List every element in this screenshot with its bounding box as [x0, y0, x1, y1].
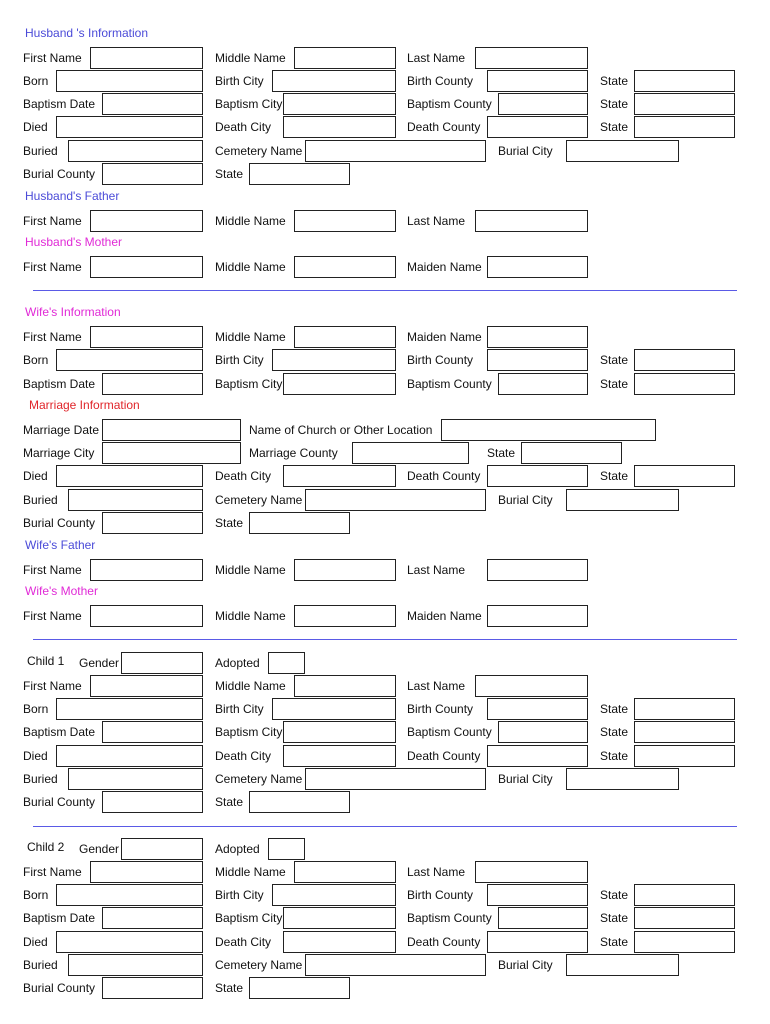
wife-baptism-city-field[interactable]	[283, 373, 396, 395]
separator-1	[33, 290, 737, 291]
child2-burial-city-field[interactable]	[566, 954, 679, 976]
child2-death-state-field[interactable]	[634, 931, 735, 953]
husband-father-last-name-field[interactable]	[475, 210, 588, 232]
label-state: State	[215, 981, 244, 995]
label-birth-city: Birth City	[215, 353, 264, 367]
label-first-name: First Name	[23, 609, 82, 623]
child1-died-field[interactable]	[56, 745, 203, 767]
wife-death-city-field[interactable]	[283, 465, 396, 487]
wife-baptism-date-field[interactable]	[102, 373, 203, 395]
husband-death-city-field[interactable]	[283, 116, 396, 138]
child2-death-city-field[interactable]	[283, 931, 396, 953]
label-death-county: Death County	[407, 469, 481, 483]
label-baptism-county: Baptism County	[407, 911, 492, 925]
husband-burial-state-field[interactable]	[249, 163, 350, 185]
husband-burial-city-field[interactable]	[566, 140, 679, 162]
label-death-county: Death County	[407, 120, 481, 134]
label-death-city: Death City	[215, 749, 272, 763]
label-last-name: Last Name	[407, 51, 466, 65]
wife-first-name-field[interactable]	[90, 326, 203, 348]
child2-last-name-field[interactable]	[475, 861, 588, 883]
label-first-name: First Name	[23, 214, 82, 228]
child2-baptism-date-field[interactable]	[102, 907, 203, 929]
child1-baptism-city-field[interactable]	[283, 721, 396, 743]
label-state: State	[600, 377, 629, 391]
husband-died-field[interactable]	[56, 116, 203, 138]
label-burial-county: Burial County	[23, 795, 96, 809]
husband-death-state-field[interactable]	[634, 116, 735, 138]
label-middle-name: Middle Name	[215, 609, 286, 623]
wife-birth-county-field[interactable]	[487, 349, 588, 371]
husband-mother-heading: Husband's Mother	[25, 235, 123, 249]
child2-baptism-city-field[interactable]	[283, 907, 396, 929]
label-first-name: First Name	[23, 260, 82, 274]
child2-baptism-county-field[interactable]	[498, 907, 588, 929]
label-middle-name: Middle Name	[215, 679, 286, 693]
label-adopted: Adopted	[215, 842, 260, 856]
wife-death-county-field[interactable]	[487, 465, 588, 487]
label-middle-name: Middle Name	[215, 214, 286, 228]
label-born: Born	[23, 353, 49, 367]
child1-gender-field[interactable]	[121, 652, 203, 674]
child1-middle-name-field[interactable]	[294, 675, 396, 697]
label-baptism-city: Baptism City	[215, 911, 283, 925]
label-died: Died	[23, 935, 48, 949]
label-baptism-city: Baptism City	[215, 97, 283, 111]
label-last-name: Last Name	[407, 865, 466, 879]
label-marriage-county: Marriage County	[249, 446, 338, 460]
husband-mother-first-name-field[interactable]	[90, 256, 203, 278]
label-birth-city: Birth City	[215, 888, 264, 902]
husband-death-county-field[interactable]	[487, 116, 588, 138]
child1-last-name-field[interactable]	[475, 675, 588, 697]
husband-baptism-date-field[interactable]	[102, 93, 203, 115]
husband-born-field[interactable]	[56, 70, 203, 92]
label-baptism-date: Baptism Date	[23, 911, 96, 925]
child2-burial-county-field[interactable]	[102, 977, 203, 999]
child1-death-city-field[interactable]	[283, 745, 396, 767]
husband-info-heading: Husband 's Information	[25, 26, 149, 40]
child1-baptism-date-field[interactable]	[102, 721, 203, 743]
husband-baptism-county-field[interactable]	[498, 93, 588, 115]
wife-death-state-field[interactable]	[634, 465, 735, 487]
child1-baptism-county-field[interactable]	[498, 721, 588, 743]
husband-birth-state-field[interactable]	[634, 70, 735, 92]
marriage-state-field[interactable]	[521, 442, 622, 464]
child1-born-field[interactable]	[56, 698, 203, 720]
wife-mother-middle-name-field[interactable]	[294, 605, 396, 627]
label-first-name: First Name	[23, 330, 82, 344]
label-middle-name: Middle Name	[215, 260, 286, 274]
label-death-city: Death City	[215, 120, 272, 134]
label-state: State	[600, 702, 629, 716]
label-state: State	[600, 353, 629, 367]
label-died: Died	[23, 749, 48, 763]
child2-baptism-state-field[interactable]	[634, 907, 735, 929]
wife-birth-state-field[interactable]	[634, 349, 735, 371]
child1-first-name-field[interactable]	[90, 675, 203, 697]
label-birth-city: Birth City	[215, 74, 264, 88]
wife-father-first-name-field[interactable]	[90, 559, 203, 581]
marriage-city-field[interactable]	[102, 442, 241, 464]
label-state: State	[487, 446, 516, 460]
label-marriage-city: Marriage City	[23, 446, 95, 460]
wife-info-heading: Wife's Information	[25, 305, 121, 319]
child2-first-name-field[interactable]	[90, 861, 203, 883]
label-state: State	[600, 469, 629, 483]
label-middle-name: Middle Name	[215, 865, 286, 879]
child1-cemetery-name-field[interactable]	[305, 768, 486, 790]
wife-born-field[interactable]	[56, 349, 203, 371]
child1-burial-city-field[interactable]	[566, 768, 679, 790]
wife-mother-maiden-name-field[interactable]	[487, 605, 588, 627]
label-death-county: Death County	[407, 935, 481, 949]
label-state: State	[600, 74, 629, 88]
wife-middle-name-field[interactable]	[294, 326, 396, 348]
label-born: Born	[23, 888, 49, 902]
marriage-date-field[interactable]	[102, 419, 241, 441]
child1-buried-field[interactable]	[68, 768, 203, 790]
label-burial-county: Burial County	[23, 981, 96, 995]
wife-buried-field[interactable]	[68, 489, 203, 511]
wife-burial-city-field[interactable]	[566, 489, 679, 511]
child1-burial-state-field[interactable]	[249, 791, 350, 813]
label-marriage-date: Marriage Date	[23, 423, 100, 437]
label-death-city: Death City	[215, 935, 272, 949]
label-state: State	[600, 120, 629, 134]
wife-died-field[interactable]	[56, 465, 203, 487]
label-born: Born	[23, 74, 49, 88]
label-baptism-date: Baptism Date	[23, 97, 96, 111]
label-burial-city: Burial City	[498, 772, 553, 786]
wife-mother-heading: Wife's Mother	[25, 584, 98, 598]
label-state: State	[600, 97, 629, 111]
wife-father-heading: Wife's Father	[25, 538, 96, 552]
husband-father-heading: Husband's Father	[25, 189, 120, 203]
label-baptism-city: Baptism City	[215, 377, 283, 391]
label-cemetery-name: Cemetery Name	[215, 144, 303, 158]
label-first-name: First Name	[23, 563, 82, 577]
label-birth-county: Birth County	[407, 353, 474, 367]
child2-middle-name-field[interactable]	[294, 861, 396, 883]
label-maiden-name: Maiden Name	[407, 260, 482, 274]
label-baptism-city: Baptism City	[215, 725, 283, 739]
label-last-name: Last Name	[407, 214, 466, 228]
label-cemetery-name: Cemetery Name	[215, 958, 303, 972]
separator-2	[33, 639, 737, 640]
label-died: Died	[23, 120, 48, 134]
label-last-name: Last Name	[407, 679, 466, 693]
label-died: Died	[23, 469, 48, 483]
marriage-info-heading: Marriage Information	[29, 398, 140, 412]
label-baptism-county: Baptism County	[407, 377, 492, 391]
label-baptism-county: Baptism County	[407, 725, 492, 739]
child1-birth-county-field[interactable]	[487, 698, 588, 720]
label-burial-county: Burial County	[23, 167, 96, 181]
label-church: Name of Church or Other Location	[249, 423, 433, 437]
husband-mother-middle-name-field[interactable]	[294, 256, 396, 278]
husband-father-first-name-field[interactable]	[90, 210, 203, 232]
label-last-name: Last Name	[407, 563, 466, 577]
child2-burial-state-field[interactable]	[249, 977, 350, 999]
label-gender: Gender	[79, 842, 120, 856]
husband-middle-name-field[interactable]	[294, 47, 396, 69]
child2-gender-field[interactable]	[121, 838, 203, 860]
child2-birth-county-field[interactable]	[487, 884, 588, 906]
child2-birth-city-field[interactable]	[272, 884, 396, 906]
label-born: Born	[23, 702, 49, 716]
husband-father-middle-name-field[interactable]	[294, 210, 396, 232]
label-baptism-county: Baptism County	[407, 97, 492, 111]
child1-birth-city-field[interactable]	[272, 698, 396, 720]
label-birth-county: Birth County	[407, 888, 474, 902]
label-death-city: Death City	[215, 469, 272, 483]
husband-first-name-field[interactable]	[90, 47, 203, 69]
label-first-name: First Name	[23, 865, 82, 879]
label-state: State	[600, 725, 629, 739]
label-burial-city: Burial City	[498, 958, 553, 972]
child2-died-field[interactable]	[56, 931, 203, 953]
wife-cemetery-name-field[interactable]	[305, 489, 486, 511]
label-birth-city: Birth City	[215, 702, 264, 716]
child1-adopted-field[interactable]	[268, 652, 305, 674]
label-buried: Buried	[23, 144, 58, 158]
husband-burial-county-field[interactable]	[102, 163, 203, 185]
separator-3	[33, 826, 737, 827]
child2-adopted-field[interactable]	[268, 838, 305, 860]
label-state: State	[215, 795, 244, 809]
husband-birth-county-field[interactable]	[487, 70, 588, 92]
wife-mother-first-name-field[interactable]	[90, 605, 203, 627]
label-death-county: Death County	[407, 749, 481, 763]
label-maiden-name: Maiden Name	[407, 609, 482, 623]
label-birth-county: Birth County	[407, 702, 474, 716]
child2-cemetery-name-field[interactable]	[305, 954, 486, 976]
wife-baptism-county-field[interactable]	[498, 373, 588, 395]
child2-heading: Child 2	[27, 840, 65, 854]
label-adopted: Adopted	[215, 656, 260, 670]
husband-baptism-state-field[interactable]	[634, 93, 735, 115]
wife-father-last-name-field[interactable]	[487, 559, 588, 581]
label-birth-county: Birth County	[407, 74, 474, 88]
label-buried: Buried	[23, 772, 58, 786]
child2-buried-field[interactable]	[68, 954, 203, 976]
label-burial-city: Burial City	[498, 144, 553, 158]
child2-born-field[interactable]	[56, 884, 203, 906]
marriage-county-field[interactable]	[352, 442, 469, 464]
child1-baptism-state-field[interactable]	[634, 721, 735, 743]
label-state: State	[600, 749, 629, 763]
label-first-name: First Name	[23, 51, 82, 65]
church-location-field[interactable]	[441, 419, 656, 441]
child1-death-county-field[interactable]	[487, 745, 588, 767]
label-baptism-date: Baptism Date	[23, 725, 96, 739]
label-cemetery-name: Cemetery Name	[215, 772, 303, 786]
husband-cemetery-name-field[interactable]	[305, 140, 486, 162]
wife-burial-state-field[interactable]	[249, 512, 350, 534]
label-buried: Buried	[23, 958, 58, 972]
label-middle-name: Middle Name	[215, 330, 286, 344]
label-burial-county: Burial County	[23, 516, 96, 530]
label-state: State	[600, 911, 629, 925]
husband-baptism-city-field[interactable]	[283, 93, 396, 115]
child1-birth-state-field[interactable]	[634, 698, 735, 720]
husband-birth-city-field[interactable]	[272, 70, 396, 92]
wife-baptism-state-field[interactable]	[634, 373, 735, 395]
wife-father-middle-name-field[interactable]	[294, 559, 396, 581]
label-cemetery-name: Cemetery Name	[215, 493, 303, 507]
label-state: State	[215, 167, 244, 181]
husband-mother-maiden-name-field[interactable]	[487, 256, 588, 278]
label-state: State	[215, 516, 244, 530]
label-state: State	[600, 888, 629, 902]
child2-death-county-field[interactable]	[487, 931, 588, 953]
label-gender: Gender	[79, 656, 120, 670]
wife-birth-city-field[interactable]	[272, 349, 396, 371]
label-maiden-name: Maiden Name	[407, 330, 482, 344]
label-buried: Buried	[23, 493, 58, 507]
child2-birth-state-field[interactable]	[634, 884, 735, 906]
husband-buried-field[interactable]	[68, 140, 203, 162]
label-middle-name: Middle Name	[215, 51, 286, 65]
child1-heading: Child 1	[27, 654, 65, 668]
label-middle-name: Middle Name	[215, 563, 286, 577]
label-first-name: First Name	[23, 679, 82, 693]
wife-maiden-name-field[interactable]	[487, 326, 588, 348]
child1-burial-county-field[interactable]	[102, 791, 203, 813]
label-state: State	[600, 935, 629, 949]
husband-last-name-field[interactable]	[475, 47, 588, 69]
child1-death-state-field[interactable]	[634, 745, 735, 767]
wife-burial-county-field[interactable]	[102, 512, 203, 534]
label-baptism-date: Baptism Date	[23, 377, 96, 391]
label-burial-city: Burial City	[498, 493, 553, 507]
